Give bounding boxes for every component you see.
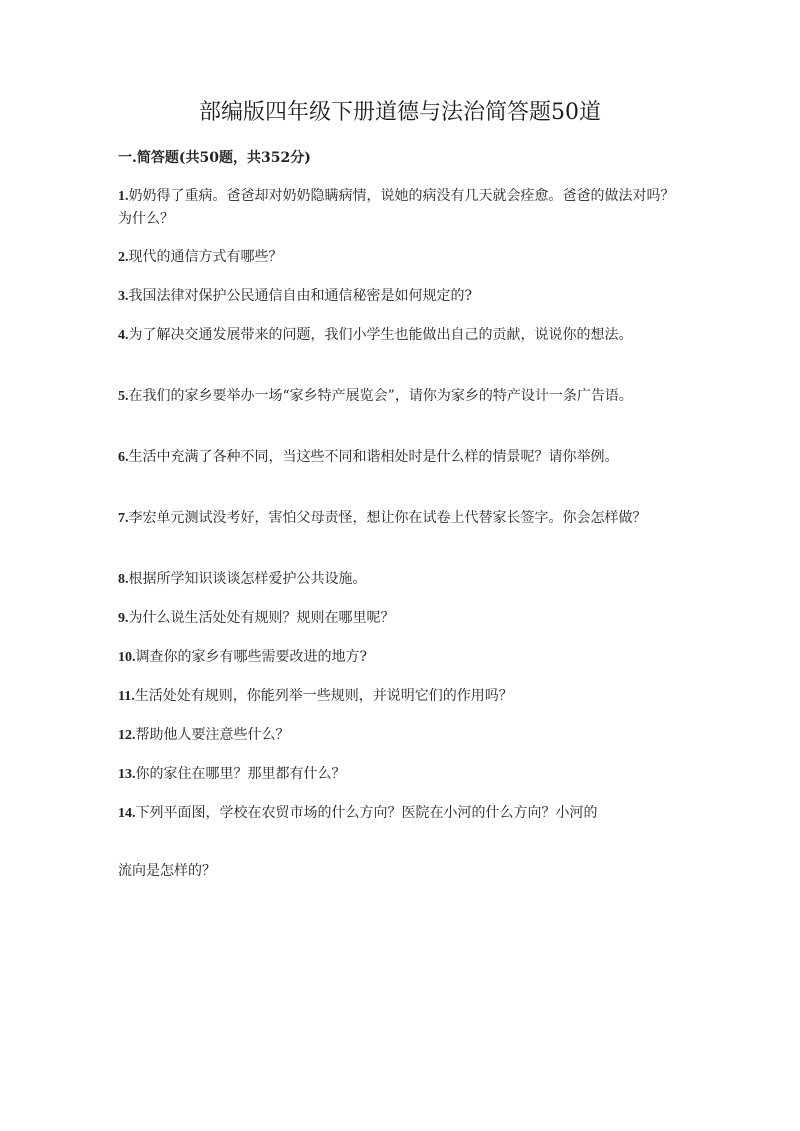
question-13 xyxy=(118,763,688,786)
question-text: 调查你的家乡有哪些需要改进的地方? xyxy=(135,649,368,665)
question-number: 2. xyxy=(118,250,129,265)
question-text: 在我们的家乡要举办一场“家乡特产展览会”，请你为家乡的特产设计一条广告语。 xyxy=(128,388,633,404)
question-text: 奶奶得了重病。爸爸却对奶奶隐瞒病情，说她的病没有几天就会痊愈。爸爸的做法对吗？为什么？ xyxy=(118,188,675,227)
question-4 xyxy=(118,324,688,347)
question-text: 帮助他人要注意些什么？ xyxy=(135,727,290,743)
section-heading: 一.简答题(共50题，共352分) xyxy=(118,150,311,166)
question-number: 5. xyxy=(118,389,129,404)
question-text: 生活处处有规则，你能列举一些规则，并说明它们的作用吗？ xyxy=(134,688,513,704)
question-text: 我国法律对保护公民通信自由和通信秘密是如何规定的? xyxy=(128,288,473,304)
question-11 xyxy=(118,685,688,708)
question-text: 为了解决交通发展带来的问题，我们小学生也能做出自己的贡献，说说你的想法。 xyxy=(128,327,633,343)
question-6 xyxy=(118,446,688,469)
question-text: 下列平面图，学校在农贸市场的什么方向？医院在小河的什么方向？小河的 xyxy=(135,805,598,821)
question-number: 1. xyxy=(118,189,129,204)
question-number: 12. xyxy=(118,728,136,743)
question-number: 13. xyxy=(118,767,136,782)
question-text: 李宏单元测试没考好，害怕父母责怪，想让你在试卷上代替家长签字。你会怎样做？ xyxy=(128,510,647,526)
question-text: 根据所学知识谈谈怎样爱护公共设施。 xyxy=(128,571,367,587)
question-number: 9. xyxy=(118,611,129,626)
question-number: 4. xyxy=(118,328,129,343)
question-10 xyxy=(118,646,688,669)
question-number: 14. xyxy=(118,806,136,821)
question-3 xyxy=(118,285,688,308)
question-text: 生活中充满了各种不同，当这些不同和谐相处时是什么样的情景呢？请你举例。 xyxy=(128,449,619,465)
question-1 xyxy=(118,185,688,230)
question-text: 为什么说生活处处有规则？规则在哪里呢？ xyxy=(128,610,395,626)
question-number: 11. xyxy=(118,689,135,704)
question-text: 现代的通信方式有哪些？ xyxy=(128,249,283,265)
question-number: 3. xyxy=(118,289,129,304)
question-8 xyxy=(118,568,688,591)
question-number: 10. xyxy=(118,650,136,665)
question-14-continuation: 流向是怎样的？ xyxy=(118,863,216,879)
question-14 xyxy=(118,802,688,825)
question-number: 8. xyxy=(118,572,129,587)
question-number: 7. xyxy=(118,511,129,526)
question-text: 你的家住在哪里？那里都有什么？ xyxy=(135,766,346,782)
question-2 xyxy=(118,246,688,269)
document-title: 部编版四年级下册道德与法治简答题50道 xyxy=(199,100,601,125)
question-12 xyxy=(118,724,688,747)
question-9 xyxy=(118,607,688,630)
question-7 xyxy=(118,507,688,530)
question-5 xyxy=(118,385,688,408)
question-number: 6. xyxy=(118,450,129,465)
